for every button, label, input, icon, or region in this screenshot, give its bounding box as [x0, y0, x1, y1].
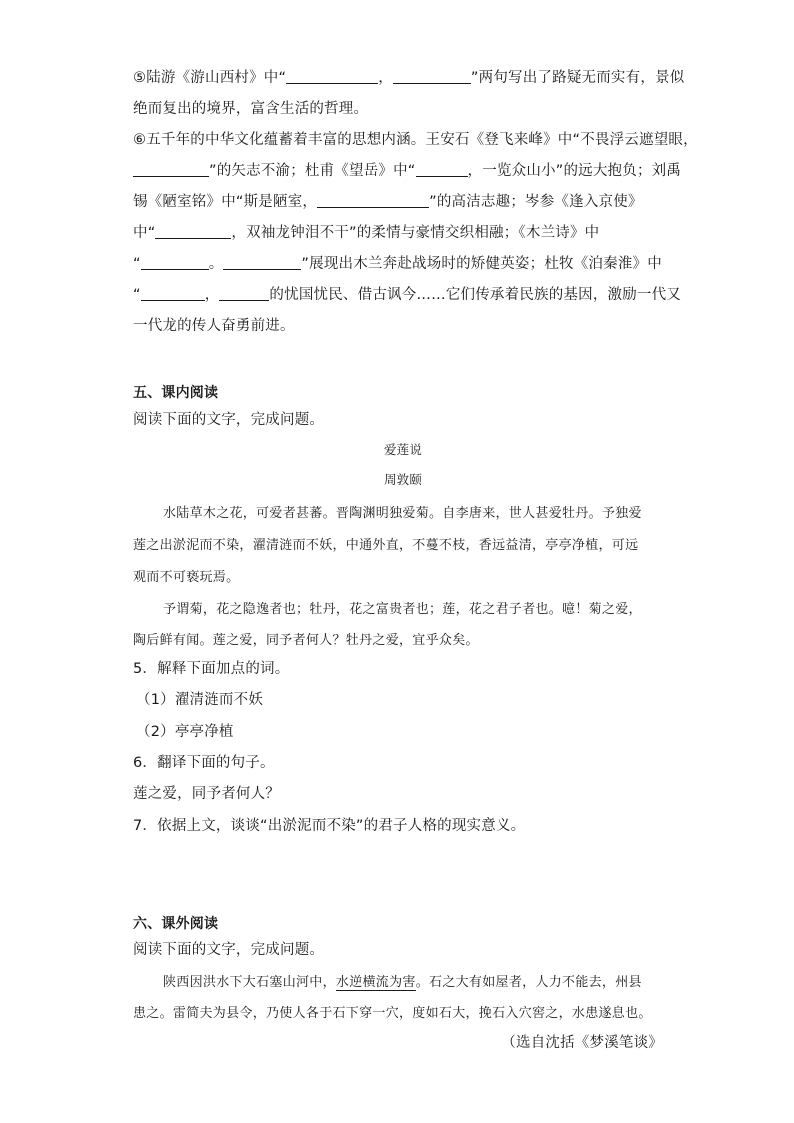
q6-line-7: 一代龙的传人奋勇前进。 — [133, 318, 295, 334]
passage-line: 水陆草木之花，可爱者甚蕃。晋陶渊明独爱菊。自李唐来，世人甚爱牡丹。予独爱 — [163, 506, 642, 521]
question-7: 7．依据上文，谈谈“出淤泥而不染”的君子人格的现实意义。 — [133, 818, 526, 834]
q6-line-4: 中“ ，双袖龙钟泪不干”的柔情与豪情交织相融；《木兰诗》中 — [133, 225, 600, 241]
section5-heading: 五、课内阅读 — [133, 385, 219, 401]
question-5: 5．解释下面加点的词。 — [133, 661, 290, 677]
answer-blank[interactable] — [219, 286, 269, 301]
question-6: 6．翻译下面的句子。 — [133, 755, 275, 771]
q5-line-2: 绝而复出的境界，富含生活的哲理。 — [133, 101, 369, 117]
passage-line: 陕西因洪水下大石塞山河中，水逆横流为害。石之大有如屋者，人力不能去，州县 — [163, 975, 642, 990]
passage-title: 爱莲说 — [383, 442, 423, 457]
answer-blank[interactable] — [393, 69, 471, 84]
answer-blank[interactable] — [133, 162, 209, 177]
q6-line-6: “ ， 的忧国忧民、借古讽今……它们传承着民族的基因，激励一代又 — [133, 287, 682, 303]
underlined-phrase: 水逆横流为害 — [335, 975, 416, 990]
answer-blank[interactable] — [286, 69, 378, 84]
answer-blank[interactable] — [155, 224, 231, 239]
q5-line-1: ⑤陆游《游山西村》中“ ， ”两句写出了路疑无而实有，景似 — [133, 70, 685, 86]
passage-line: 患之。雷简夫为县令，乃使人各于石下穿一穴，度如石大，挽石入穴窖之，水患遂息也。 — [133, 1006, 652, 1021]
answer-blank[interactable] — [141, 286, 205, 301]
question-5-item-2: （2）亭亭净植 — [136, 724, 234, 740]
answer-blank[interactable] — [317, 193, 429, 208]
section6-instruction: 阅读下面的文字，完成问题。 — [133, 942, 325, 958]
passage-author: 周敦颐 — [383, 472, 423, 487]
passage-line: 莲之出淤泥而不染，濯清涟而不妖，中通外直，不蔓不枝，香远益清，亭亭净植，可远 — [133, 538, 639, 553]
q6-line-2: ”的矢志不渝；杜甫《望岳》中“ ，一览众山小”的远大抱负；刘禹 — [133, 161, 673, 181]
answer-blank[interactable] — [141, 255, 209, 270]
question-5-item-1: （1）濯清涟而不妖 — [136, 692, 264, 708]
q6-line-5: “ 。 ”展现出木兰奔赴战场时的矫健英姿；杜牧《泊秦淮》中 — [133, 256, 662, 272]
passage-line: 予谓菊，花之隐逸者也；牡丹，花之富贵者也；莲，花之君子者也。噫！菊之爱， — [163, 602, 642, 617]
section5-instruction: 阅读下面的文字，完成问题。 — [133, 412, 325, 428]
section6-heading: 六、课外阅读 — [133, 916, 219, 932]
passage-line: 陶后鲜有闻。莲之爱，同予者何人？牡丹之爱，宜乎众矣。 — [133, 633, 479, 648]
answer-blank[interactable] — [223, 255, 301, 270]
q6-line-3: 锡《陋室铭》中“斯是陋室， ”的高洁志趣；岑参《逢入京使》 — [133, 194, 643, 210]
passage-line: 观而不可亵玩焉。 — [133, 570, 240, 585]
source-citation: （选自沈括《梦溪笔谈》 — [501, 1035, 663, 1051]
question-6-sentence: 莲之爱，同予者何人？ — [133, 786, 280, 802]
answer-blank[interactable] — [416, 162, 468, 177]
q6-line-1: ⑥五千年的中华文化蕴蓄着丰富的思想内涵。王安石《登飞来峰》中“不畏浮云遮望眼， — [133, 132, 698, 148]
